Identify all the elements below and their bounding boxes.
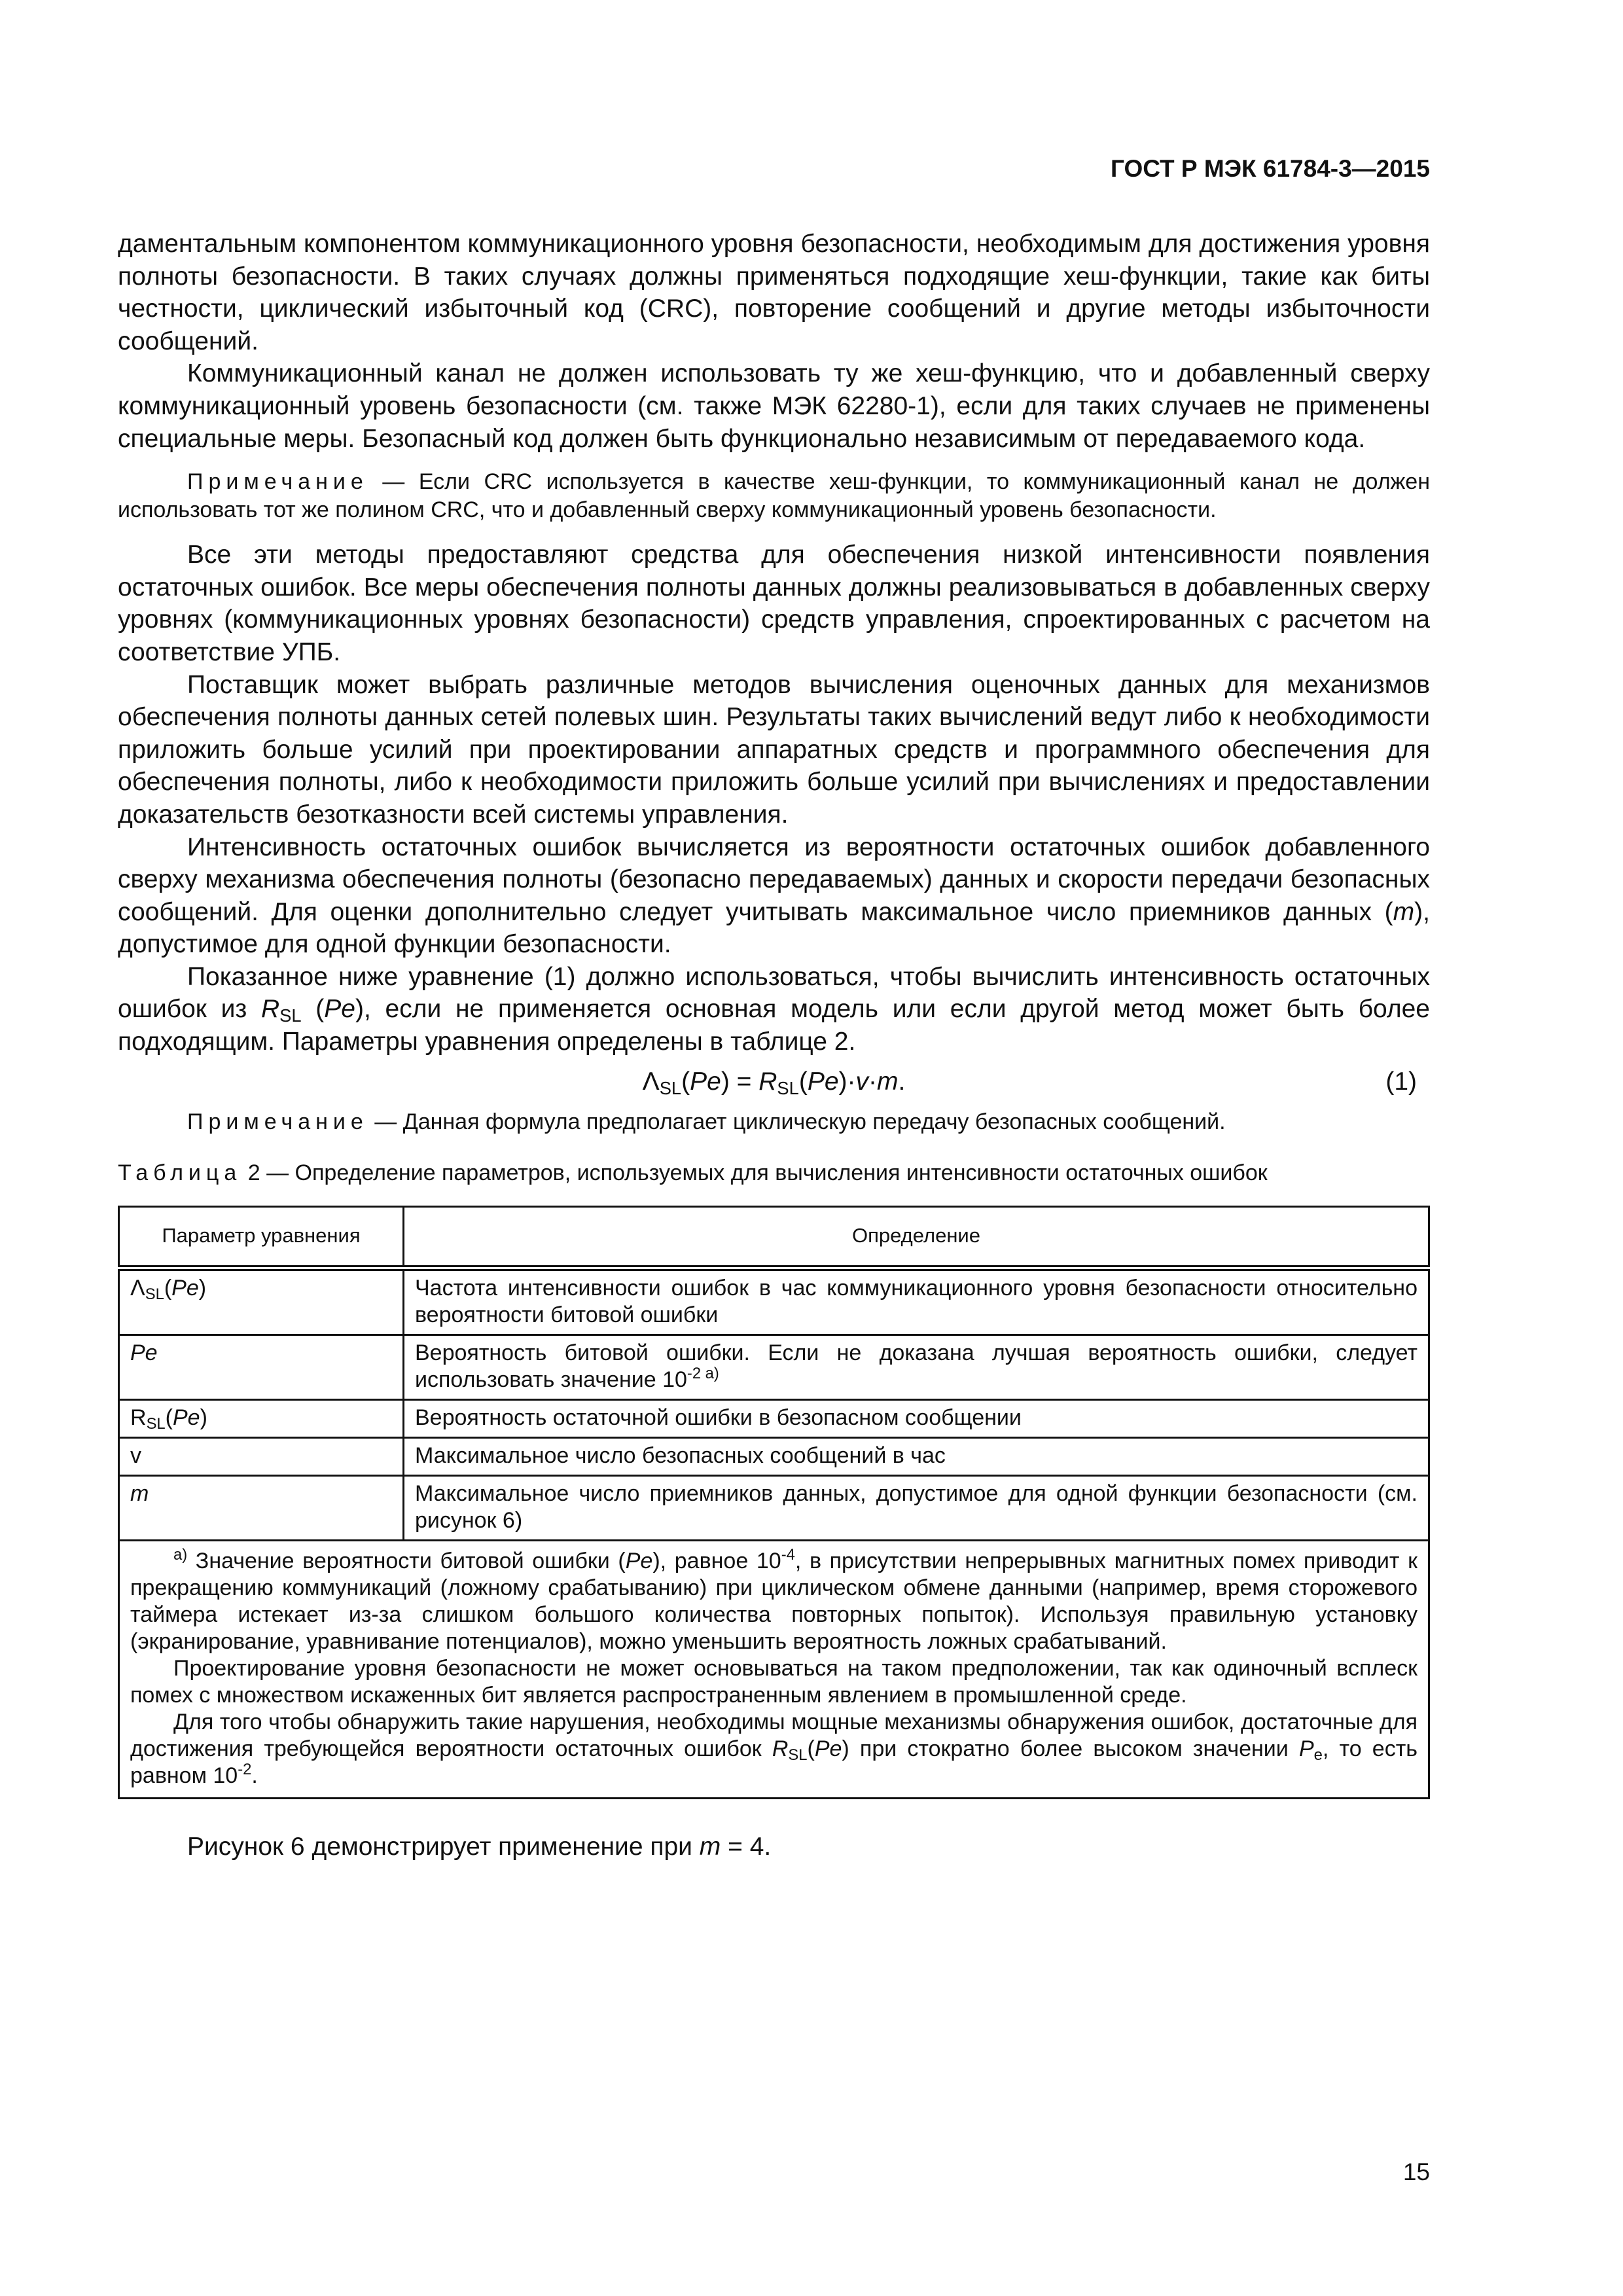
page-number: 15 [1402, 2159, 1430, 2185]
paragraph-2: Коммуникационный канал не должен использовать ту же хеш-функцию, что и добавленный сверху коммуникационный уровень безопасности (см. также МЭК 62280-1), если для таких случаев не применены специальные меры. Безопасный код должен быть функционально независимым от передаваемого кода. [118, 359, 1430, 453]
table-caption: Таблица 2 — Определение параметров, используемых для вычисления интенсивности остаточных ошибок [118, 1160, 1268, 1185]
param-cell: m [119, 1475, 404, 1540]
paragraph-5: Интенсивность остаточных ошибок вычисляется из вероятности остаточных ошибок добавленного сверху механизма обеспечения полноты (безопасно передаваемых) данных и скорости передачи безопасных сообщений. Для оценки дополнительно следует учитывать максимальное число приемников данных (m), допустимое для одной функции безопасности. [118, 833, 1430, 959]
footnote-paragraph: Для того чтобы обнаружить такие нарушения, необходимы мощные механизмы обнаружения ошибок, достаточные для достижения требующейся вероятности остаточных ошибок $R_{SL}(Pe)$ при стократно более высоком значении $P_e$, то есть равном $10^{-2}$. [130, 1709, 1418, 1788]
footnote-paragraph: $^{а)}$ Значение вероятности битовой ошибки (Pe), равное $10^{-4}$, в присутствии непрерывных магнитных помех приводит к прекращению коммуникаций (ложному срабатыванию) при циклическом обмене данными (например, время сторожевого таймера истекает из-за слишком большого количества повторных попыток). Используя правильную установку (экранирование, уравнивание потенциалов), можно уменьшить вероятность ложных срабатываний. [130, 1545, 1418, 1654]
table-footnote [119, 1540, 1429, 1798]
table-header-row [119, 1206, 1429, 1268]
page-content [118, 228, 1430, 1863]
definition-cell: Частота интенсивности ошибок в час коммуникационного уровня безопасности относительно вероятности битовой ошибки [404, 1268, 1429, 1335]
definition-cell: Максимальное число безопасных сообщений в час [404, 1437, 1429, 1475]
definition-cell: Максимальное число приемников данных, допустимое для одной функции безопасности (см. рисунок 6) [404, 1475, 1429, 1540]
table-footnote-row [119, 1540, 1429, 1798]
note-label: Примечание [187, 1109, 368, 1134]
param-cell: $\Lambda_{SL}(Pe)$ [119, 1268, 404, 1335]
equation-number: (1) [1385, 1067, 1417, 1096]
table-row [119, 1475, 1429, 1540]
equation-expression: $\Lambda_{SL}(Pe) = R_{SL}(Pe)\cdot v\cdot m$. [642, 1067, 906, 1098]
paragraph-after-table: Рисунок 6 демонстрирует применение при m = 4. [187, 1832, 772, 1861]
equation-1 [118, 1062, 1430, 1102]
table-row [119, 1437, 1429, 1475]
table-row [119, 1335, 1429, 1399]
definition-cell: Вероятность битовой ошибки. Если не доказана лучшая вероятность ошибки, следует использовать значение $10^{-2 а)}$ [404, 1335, 1429, 1399]
paragraph-1: даментальным компонентом коммуникационного уровня безопасности, необходимым для достижения уровня полноты безопасности. В таких случаях должны применяться подходящие хеш-функции, такие как биты честности, циклический избыточный код (CRC), повторение сообщений и другие методы избыточности сообщений. [118, 230, 1430, 355]
paragraph-3: Все эти методы предоставляют средства для обеспечения низкой интенсивности появления остаточных ошибок. Все меры обеспечения полноты данных должны реализовываться в добавленных сверху уровнях (коммуникационных уровнях безопасности) средств управления, спроектированных с расчетом на соответствие УПБ. [118, 541, 1430, 666]
footnote-paragraph: Проектирование уровня безопасности не может основываться на таком предположении, так как одиночный всплеск помех с множеством искаженных бит является распространенным явлением в промышленной среде. [130, 1655, 1418, 1708]
parameters-table [118, 1206, 1430, 1799]
note-text: — Если CRC используется в качестве хеш-функции, то коммуникационный канал не должен использовать тот же полином CRC, что и добавленный сверху коммуникационный уровень безопасности. [118, 469, 1430, 523]
note-text: — Данная формула предполагает циклическую передачу безопасных сообщений. [368, 1109, 1226, 1134]
param-cell: v [119, 1437, 404, 1475]
note-label: Примечание [187, 469, 368, 495]
paragraph-4: Поставщик может выбрать различные методов вычисления оценочных данных для механизмов обеспечения полноты данных сетей полевых шин. Результаты таких вычислений ведут либо к необходимости приложить больше усилий при проектировании аппаратных средств и программного обеспечения для обеспечения полноты, либо к необходимости приложить больше усилий при вычислениях и предоставлении доказательств безотказности всей системы управления. [118, 670, 1430, 829]
param-cell: Pe [119, 1335, 404, 1399]
standard-header: ГОСТ Р МЭК 61784-3—2015 [1110, 155, 1430, 182]
paragraph-6: Показанное ниже уравнение (1) должно использоваться, чтобы вычислить интенсивность остаточных ошибок из $R_{SL}$ (Pe), если не применяется основная модель или если другой метод может быть более подходящим. Параметры уравнения определены в таблице 2. [118, 962, 1430, 1056]
header-definition: Определение [404, 1206, 1429, 1268]
definition-cell: Вероятность остаточной ошибки в безопасном сообщении [404, 1399, 1429, 1437]
table-row [119, 1399, 1429, 1437]
header-parameter: Параметр уравнения [119, 1206, 404, 1268]
param-cell: $R_{SL}(Pe)$ [119, 1399, 404, 1437]
note-1 [118, 468, 1430, 524]
table-row [119, 1268, 1429, 1335]
note-2 [118, 1108, 1430, 1136]
